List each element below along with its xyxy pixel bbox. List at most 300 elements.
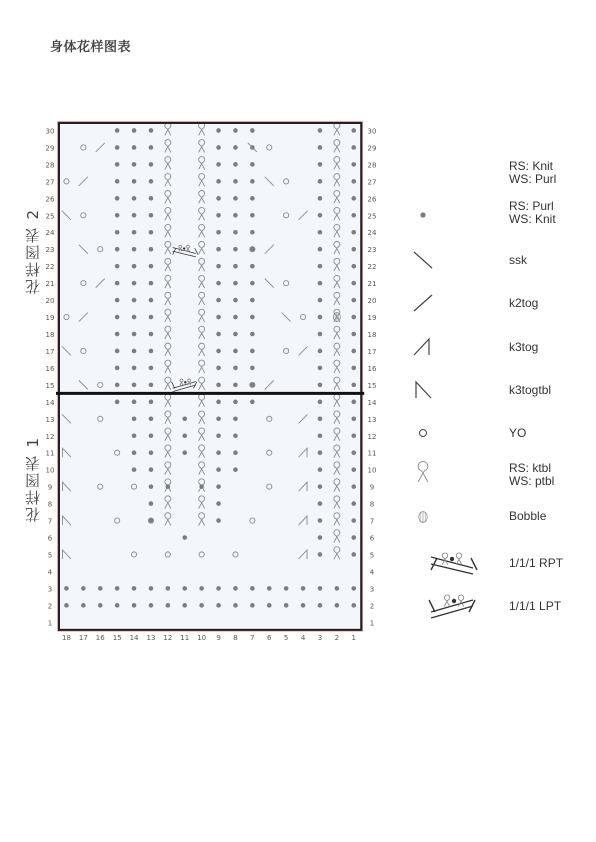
purl-dot <box>233 417 238 422</box>
purl-dot <box>132 366 137 371</box>
ktbl-mark <box>442 553 447 565</box>
purl-dot <box>115 213 120 218</box>
purl-dot <box>149 467 154 472</box>
purl-dot <box>115 603 120 608</box>
row-number-right: 1 <box>369 619 375 628</box>
row-number-left: 3 <box>47 585 53 594</box>
purl-dot <box>351 552 356 557</box>
purl-dot <box>149 417 154 422</box>
purl-dot <box>351 467 356 472</box>
row-number-left: 17 <box>45 347 55 356</box>
purl-dot <box>132 128 137 133</box>
purl-dot <box>149 196 154 201</box>
row-number-left: 18 <box>45 331 55 339</box>
row-number-left: 4 <box>47 568 53 577</box>
purl-dot <box>233 450 238 455</box>
purl-dot <box>149 450 154 455</box>
purl-dot <box>216 264 221 269</box>
purl-dot <box>216 501 221 506</box>
purl-dot <box>115 247 120 252</box>
row-number-right: 7 <box>369 517 375 526</box>
purl-dot <box>318 535 323 540</box>
row-number-left: 7 <box>47 517 53 526</box>
purl-dot <box>351 230 356 235</box>
purl-dot <box>216 281 221 286</box>
row-number-left: 8 <box>47 500 53 509</box>
purl-dot <box>250 162 255 167</box>
purl-dot <box>115 349 120 354</box>
row-number-right: 14 <box>367 398 377 407</box>
purl-dot <box>318 281 323 286</box>
purl-dot <box>233 213 238 218</box>
column-number: 5 <box>283 634 289 642</box>
row-number-right: 27 <box>367 178 377 187</box>
purl-dot <box>351 349 356 354</box>
purl-dot <box>250 603 255 608</box>
purl-dot <box>132 603 137 608</box>
purl-dot <box>318 247 323 252</box>
row-number-left: 1 <box>47 619 53 628</box>
column-number: 12 <box>163 634 173 642</box>
purl-dot <box>250 179 255 184</box>
section-label-upper: 花样图表 2 <box>24 208 42 295</box>
purl-dot <box>115 179 120 184</box>
purl-dot <box>233 281 238 286</box>
purl-dot <box>301 603 306 608</box>
purl-dot <box>318 298 323 303</box>
purl-dot <box>149 603 154 608</box>
purl-dot <box>149 433 154 438</box>
row-number-left: 21 <box>45 280 55 289</box>
row-number-right: 6 <box>369 534 375 543</box>
purl-dot <box>216 586 221 591</box>
purl-dot <box>250 298 255 303</box>
purl-dot <box>149 383 154 388</box>
purl-dot <box>149 230 154 235</box>
purl-dot <box>64 603 69 608</box>
purl-dot <box>318 230 323 235</box>
purl-dot <box>115 366 120 371</box>
purl-dot <box>233 349 238 354</box>
row-number-left: 27 <box>45 178 55 187</box>
purl-dot <box>351 264 356 269</box>
purl-dot <box>318 433 323 438</box>
purl-dot <box>351 281 356 286</box>
purl-dot <box>351 518 356 523</box>
purl-dot <box>132 586 137 591</box>
purl-dot <box>81 586 86 591</box>
purl-dot <box>132 450 137 455</box>
row-number-right: 21 <box>367 280 377 289</box>
purl-dot <box>318 603 323 608</box>
row-number-right: 28 <box>367 161 377 170</box>
row-number-left: 28 <box>45 161 55 170</box>
purl-dot <box>267 586 272 591</box>
purl-dot <box>351 315 356 320</box>
purl-dot <box>233 586 238 591</box>
purl-dot <box>318 501 323 506</box>
purl-dot <box>132 264 137 269</box>
purl-dot <box>216 247 221 252</box>
cable-dot <box>183 247 185 249</box>
row-number-right: 12 <box>367 432 377 441</box>
cable-dot <box>450 557 454 561</box>
purl-dot <box>64 586 69 591</box>
row-number-right: 10 <box>367 466 377 475</box>
row-number-left: 15 <box>45 381 55 390</box>
purl-dot <box>318 332 323 337</box>
purl-dot <box>250 366 255 371</box>
purl-dot <box>199 603 204 608</box>
column-number: 13 <box>146 634 156 642</box>
purl-dot <box>182 450 187 455</box>
purl-dot <box>149 501 154 506</box>
purl-dot <box>250 213 255 218</box>
row-number-right: 18 <box>367 331 377 339</box>
purl-dot <box>318 366 323 371</box>
legend-yo-icon <box>420 430 427 437</box>
legend-label-dot: RS: Purl WS: Knit <box>509 199 556 226</box>
purl-dot <box>233 315 238 320</box>
purl-dot <box>216 383 221 388</box>
purl-dot <box>250 332 255 337</box>
purl-dot <box>132 196 137 201</box>
purl-dot <box>149 264 154 269</box>
row-number-left: 14 <box>45 398 55 407</box>
row-number-left: 10 <box>45 466 55 475</box>
legend-label-rpt: 1/1/1 RPT <box>509 556 564 570</box>
column-number: 11 <box>180 634 190 642</box>
purl-dot <box>351 179 356 184</box>
purl-dot <box>216 349 221 354</box>
purl-dot <box>250 586 255 591</box>
legend-k3togtbl-icon <box>416 382 431 398</box>
purl-dot <box>216 145 221 150</box>
purl-dot <box>318 179 323 184</box>
purl-dot <box>250 349 255 354</box>
purl-dot <box>132 383 137 388</box>
purl-dot <box>216 518 221 523</box>
purl-dot <box>115 315 120 320</box>
purl-dot <box>149 145 154 150</box>
row-number-right: 2 <box>369 602 375 611</box>
purl-dot <box>318 586 323 591</box>
purl-dot <box>351 433 356 438</box>
legend-k3tog-icon <box>414 339 429 355</box>
purl-dot <box>149 247 154 252</box>
purl-dot <box>351 366 356 371</box>
purl-dot <box>182 417 187 422</box>
row-number-right: 13 <box>367 415 377 424</box>
purl-dot <box>216 450 221 455</box>
row-number-right: 5 <box>369 551 375 560</box>
purl-dot <box>149 332 154 337</box>
purl-dot <box>216 332 221 337</box>
row-number-left: 22 <box>45 263 55 272</box>
purl-dot <box>233 247 238 252</box>
purl-dot <box>318 145 323 150</box>
row-number-right: 30 <box>367 127 377 136</box>
purl-dot <box>132 179 137 184</box>
purl-dot <box>233 332 238 337</box>
purl-dot <box>132 400 137 405</box>
purl-dot <box>318 383 323 388</box>
legend-label-k3togtbl: k3togtbl <box>509 383 552 397</box>
purl-dot <box>233 400 238 405</box>
purl-dot <box>216 230 221 235</box>
legend-label-bobble: Bobble <box>509 509 547 523</box>
purl-dot <box>115 281 120 286</box>
purl-dot <box>233 145 238 150</box>
purl-dot <box>182 586 187 591</box>
legend-label-blank: RS: Knit WS: Purl <box>509 159 557 186</box>
purl-dot <box>115 264 120 269</box>
purl-dot <box>351 298 356 303</box>
purl-dot <box>199 484 204 489</box>
purl-dot <box>199 586 204 591</box>
row-number-left: 23 <box>45 246 55 255</box>
purl-dot <box>132 162 137 167</box>
purl-dot <box>233 179 238 184</box>
purl-dot <box>166 586 171 591</box>
purl-dot <box>166 484 171 489</box>
column-number: 6 <box>267 634 272 642</box>
purl-dot <box>216 433 221 438</box>
purl-dot <box>250 196 255 201</box>
row-number-right: 16 <box>367 364 377 373</box>
purl-dot <box>149 213 154 218</box>
purl-dot <box>318 484 323 489</box>
purl-dot <box>233 433 238 438</box>
purl-dot <box>115 383 120 388</box>
purl-dot <box>284 603 289 608</box>
purl-dot <box>216 213 221 218</box>
purl-dot <box>216 400 221 405</box>
row-number-left: 19 <box>45 314 55 323</box>
purl-dot <box>233 264 238 269</box>
column-number: 17 <box>78 634 88 642</box>
row-number-right: 20 <box>367 297 377 306</box>
purl-dot <box>233 196 238 201</box>
purl-dot <box>149 281 154 286</box>
purl-dot <box>149 586 154 591</box>
column-number: 7 <box>250 634 255 642</box>
column-number: 14 <box>129 634 139 642</box>
purl-dot <box>351 383 356 388</box>
purl-dot <box>233 467 238 472</box>
purl-dot <box>216 128 221 133</box>
purl-dot <box>250 230 255 235</box>
row-number-left: 9 <box>47 483 53 492</box>
purl-dot <box>267 603 272 608</box>
purl-dot <box>149 349 154 354</box>
purl-dot <box>318 467 323 472</box>
row-number-right: 8 <box>369 500 375 509</box>
purl-dot <box>351 332 356 337</box>
purl-dot <box>115 196 120 201</box>
purl-dot <box>318 552 323 557</box>
purl-dot <box>318 213 323 218</box>
ktbl-mark <box>444 595 449 607</box>
row-number-left: 24 <box>45 229 55 238</box>
purl-dot <box>132 145 137 150</box>
row-number-left: 29 <box>45 144 55 153</box>
row-number-left: 16 <box>45 364 55 373</box>
purl-dot <box>115 400 120 405</box>
purl-dot <box>132 467 137 472</box>
row-number-left: 20 <box>45 297 55 306</box>
purl-dot <box>351 400 356 405</box>
ktbl-mark <box>458 595 463 607</box>
purl-dot <box>351 162 356 167</box>
legend-label-k3tog: k3tog <box>509 340 539 354</box>
column-number: 16 <box>95 634 105 642</box>
purl-dot <box>351 484 356 489</box>
row-number-left: 25 <box>45 212 55 221</box>
purl-dot <box>318 349 323 354</box>
purl-dot <box>149 400 154 405</box>
purl-dot <box>233 298 238 303</box>
purl-dot <box>115 162 120 167</box>
row-number-right: 3 <box>369 585 375 594</box>
purl-dot <box>318 196 323 201</box>
purl-dot <box>132 230 137 235</box>
column-number: 2 <box>334 634 340 642</box>
cable-line <box>431 564 473 574</box>
purl-dot <box>132 247 137 252</box>
row-number-left: 12 <box>45 432 55 441</box>
column-number: 1 <box>351 634 356 642</box>
row-number-left: 2 <box>47 602 53 611</box>
purl-dot <box>132 298 137 303</box>
purl-dot <box>335 603 340 608</box>
purl-dot <box>115 332 120 337</box>
purl-dot <box>233 603 238 608</box>
purl-dot <box>301 586 306 591</box>
column-number: 18 <box>61 634 71 642</box>
purl-dot <box>318 264 323 269</box>
purl-dot <box>351 417 356 422</box>
row-number-right: 26 <box>367 195 377 204</box>
row-number-left: 5 <box>47 551 53 560</box>
page-title: 身体花样图表 <box>50 40 132 55</box>
row-number-right: 25 <box>367 212 377 221</box>
chart-grid-background <box>58 122 362 631</box>
cable-line <box>469 600 475 612</box>
row-number-left: 30 <box>45 127 55 136</box>
purl-dot <box>149 128 154 133</box>
column-number: 9 <box>216 634 221 642</box>
purl-dot <box>132 349 137 354</box>
purl-dot <box>115 298 120 303</box>
purl-dot <box>318 162 323 167</box>
purl-dot <box>115 586 120 591</box>
purl-dot <box>284 586 289 591</box>
purl-dot <box>216 484 221 489</box>
purl-dot <box>182 603 187 608</box>
legend-label-ssk: ssk <box>509 253 527 267</box>
row-number-right: 19 <box>367 314 377 323</box>
purl-dot <box>182 535 187 540</box>
purl-dot <box>318 450 323 455</box>
purl-dot <box>233 162 238 167</box>
purl-dot <box>182 433 187 438</box>
purl-dot <box>351 247 356 252</box>
purl-dot <box>216 366 221 371</box>
legend-label-lpt: 1/1/1 LPT <box>509 599 562 613</box>
purl-dot <box>216 315 221 320</box>
purl-dot <box>216 417 221 422</box>
row-number-right: 22 <box>367 263 377 272</box>
purl-dot <box>98 586 103 591</box>
purl-dot <box>166 603 171 608</box>
purl-dot <box>132 281 137 286</box>
purl-dot <box>149 179 154 184</box>
row-number-right: 11 <box>367 449 377 458</box>
purl-dot <box>250 400 255 405</box>
purl-dot <box>318 128 323 133</box>
purl-dot <box>115 145 120 150</box>
purl-dot <box>216 603 221 608</box>
ktbl-mark <box>418 461 428 482</box>
purl-dot <box>216 179 221 184</box>
row-number-right: 9 <box>369 483 375 492</box>
purl-dot <box>132 315 137 320</box>
purl-dot <box>149 315 154 320</box>
purl-dot <box>81 603 86 608</box>
purl-dot <box>149 162 154 167</box>
column-number: 3 <box>317 634 323 642</box>
ktbl-mark <box>456 553 461 565</box>
purl-dot <box>132 417 137 422</box>
purl-dot <box>216 196 221 201</box>
purl-dot <box>149 298 154 303</box>
purl-dot <box>250 264 255 269</box>
row-number-left: 26 <box>45 195 55 204</box>
purl-dot <box>98 603 103 608</box>
purl-dot <box>351 196 356 201</box>
purl-dot <box>233 383 238 388</box>
purl-dot <box>132 433 137 438</box>
purl-dot <box>250 128 255 133</box>
row-number-right: 17 <box>367 347 377 356</box>
column-number: 4 <box>300 634 306 642</box>
legend-label-yo: YO <box>509 426 527 440</box>
purl-dot <box>351 586 356 591</box>
purl-dot <box>149 366 154 371</box>
row-number-left: 6 <box>47 534 53 543</box>
purl-dot <box>250 315 255 320</box>
cable-line <box>431 606 473 618</box>
legend-label-ktbl: RS: ktbl WS: ptbl <box>509 461 555 488</box>
legend-k2tog-icon <box>414 295 432 311</box>
purl-dot <box>351 145 356 150</box>
purl-dot <box>351 501 356 506</box>
purl-dot <box>233 230 238 235</box>
purl-dot <box>132 213 137 218</box>
row-number-left: 11 <box>45 449 55 458</box>
purl-dot <box>318 400 323 405</box>
cable-dot <box>452 599 456 603</box>
purl-dot <box>250 281 255 286</box>
purl-dot <box>318 417 323 422</box>
row-number-right: 24 <box>367 229 377 238</box>
row-number-right: 4 <box>369 568 375 577</box>
purl-dot <box>115 128 120 133</box>
purl-dot <box>318 518 323 523</box>
purl-dot <box>318 315 323 320</box>
column-number: 8 <box>233 634 238 642</box>
